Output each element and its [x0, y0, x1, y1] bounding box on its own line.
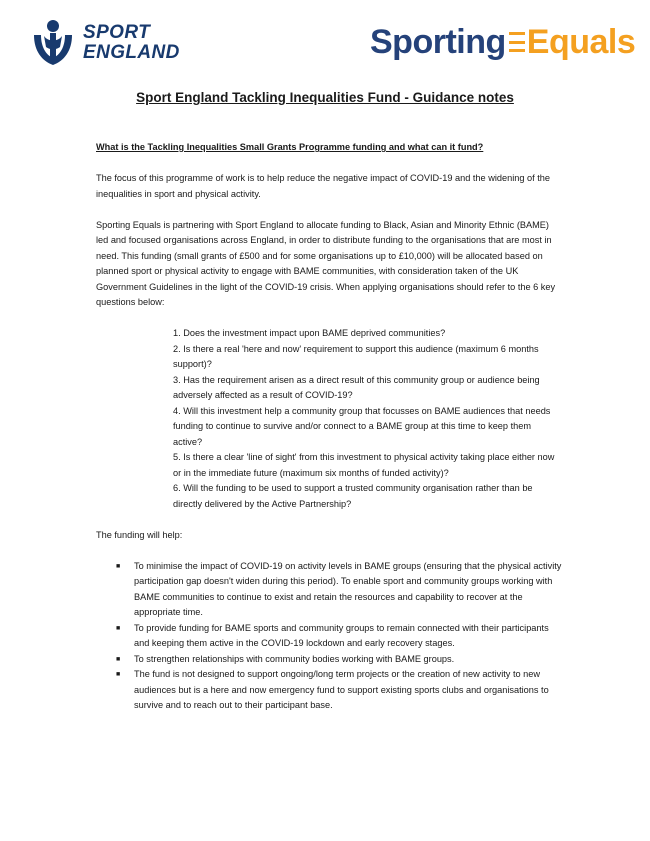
funding-bullet-item [96, 621, 562, 652]
funding-bullet-item [96, 559, 562, 621]
key-questions-list [96, 326, 562, 512]
equals-bars-icon [509, 32, 525, 52]
question-heading: What is the Tackling Inequalities Small Grants Programme funding and what can it fund? [96, 142, 484, 152]
square-bullet-icon: ■ [116, 624, 121, 632]
sport-england-emblem-icon [30, 19, 76, 67]
funding-bullet-item [96, 652, 562, 668]
sporting-equals-part2: Equals [526, 23, 636, 61]
funding-bullet-text: The fund is not designed to support ongoing/long term projects or the creation of new activity to new audiences but is a here and now emergency fund to support existing sports clubs and organisations to survive and to reach out to their participant base. [134, 669, 549, 710]
key-question-item: 5. Is there a clear 'line of sight' from this investment to physical activity taking place either now or in the immediate future (maximum six months of funded activity)? [173, 452, 555, 478]
funding-intro: The funding will help: [96, 529, 183, 540]
funding-bullets-list [96, 559, 562, 714]
funding-bullet-text: To strengthen relationships with community bodies working with BAME groups. [134, 653, 455, 664]
key-question-item: 3. Has the requirement arisen as a direct result of this community group or audience being adversely affected as a result of COVID-19? [173, 374, 540, 400]
sporting-equals-part1: Sporting [370, 23, 506, 61]
key-question-item: 6. Will the funding to be used to support a trusted community organisation rather than be directly delivered by the Active Partnership? [173, 483, 533, 509]
sport-england-wordmark [83, 23, 180, 63]
key-question-item: 2. Is there a real 'here and now' requirement to support this audience (maximum 6 months support)? [173, 343, 539, 369]
key-question-item: 1. Does the investment impact upon BAME deprived communities? [173, 328, 446, 338]
square-bullet-icon: ■ [116, 562, 121, 570]
sporting-equals-logo [370, 22, 635, 62]
funding-bullet-item [96, 667, 562, 714]
sport-england-line1: SPORT [83, 22, 151, 43]
paragraph-focus: The focus of this programme of work is to help reduce the negative impact of COVID-19 and the widening of the inequalities in sport and physical activity. [96, 173, 551, 199]
key-question-item: 4. Will this investment help a community group that focusses on BAME audiences that needs funding to continue to survive and/or connect to a BAME group at this time to keep them active? [173, 405, 551, 447]
sport-england-line2: ENGLAND [83, 42, 180, 63]
square-bullet-icon: ■ [116, 655, 121, 663]
document-body [96, 140, 562, 714]
funding-bullet-text: To provide funding for BAME sports and community groups to remain connected with their participants and keeping them active in the COVID-19 lockdown and early recovery stages. [134, 622, 549, 648]
funding-bullet-text: To minimise the impact of COVID-19 on activity levels in BAME groups (ensuring that the physical activity participation gap doesn't widen during this period). To enable sport and community groups working with BAME communities to continue to exist and retain the resources and capability to recover at the appropriate time. [134, 560, 562, 617]
paragraph-partnership: Sporting Equals is partnering with Sport England to allocate funding to Black, Asian and Minority Ethnic (BAME) led and focused organisations across England, in order to distribute funding to the organisations that are most in need. This funding (small grants of £500 and for some organisations up to £10,000) will be allocated based on planned sport or physical activity to engage with BAME communities, with consideration taken of the UK Government Guidelines in the light of the COVID-19 crisis. When applying organisations should refer to the 6 key questions below: [96, 219, 556, 307]
document-title: Sport England Tackling Inequalities Fund - Guidance notes [136, 90, 514, 105]
sport-england-logo [30, 19, 180, 67]
square-bullet-icon: ■ [116, 671, 121, 678]
